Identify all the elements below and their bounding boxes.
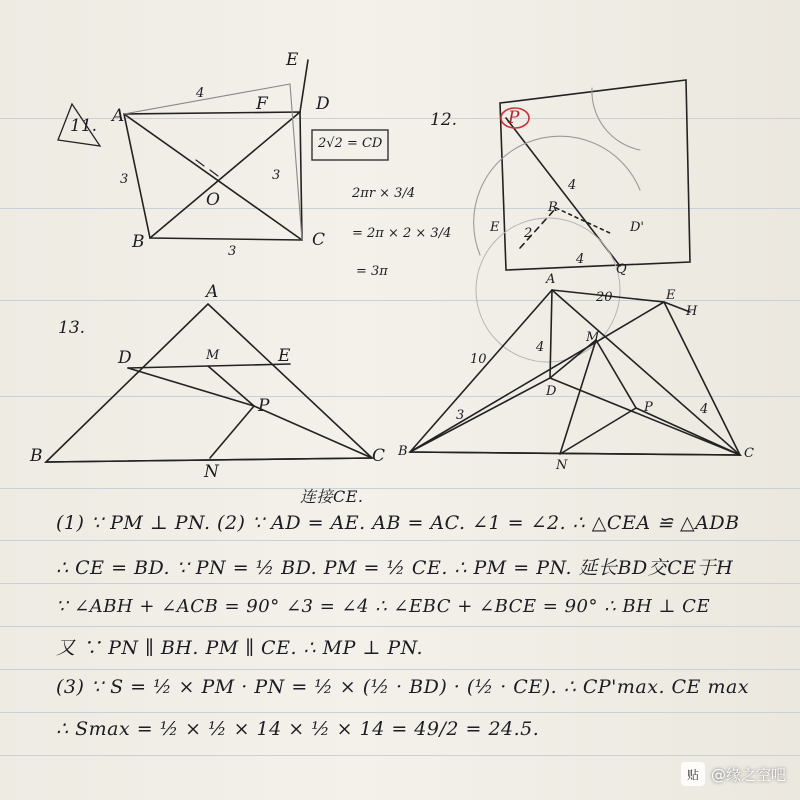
solution-line: (3) ∵ S = ½ × PM · PN = ½ × (½ · BD) · (½ · CE). ∴ CP'max. CE max	[56, 676, 750, 698]
problem13-number: 13.	[58, 318, 86, 338]
length-mark: 3	[120, 172, 129, 187]
length-mark: 4	[196, 86, 205, 101]
point-label: F	[256, 94, 268, 114]
problem12-number: 12.	[430, 110, 458, 130]
solution-line: (1) ∵ PM ⊥ PN. (2) ∵ AD = AE. AB = AC. ∠1 = ∠2. ∴ △CEA ≌ △ADB	[56, 512, 740, 534]
point-label: P	[644, 400, 653, 415]
length-mark: 3	[456, 408, 465, 423]
watermark-text: @缘之空吧	[710, 765, 786, 784]
problem13-left-figure	[46, 304, 372, 462]
point-label: C	[744, 446, 754, 461]
point-label: D'	[630, 220, 644, 235]
point-label: C	[372, 446, 386, 466]
tieba-icon: 贴	[681, 762, 705, 786]
length-mark: 4	[536, 340, 545, 355]
point-label: A	[206, 282, 219, 302]
point-label: D	[118, 348, 132, 368]
point-label: N	[556, 458, 568, 473]
calc-line: 2πr × 3/4	[352, 186, 416, 201]
length-mark: 4	[568, 178, 577, 193]
length-mark: 2	[524, 226, 533, 241]
point-label: D	[316, 94, 330, 114]
boxed-result: 2√2 = CD	[318, 136, 383, 151]
solution-line: 又 ∵ PN ∥ BH. PM ∥ CE. ∴ MP ⊥ PN.	[56, 637, 424, 659]
length-mark: 3	[272, 168, 281, 183]
point-label: A	[112, 106, 125, 126]
point-label: P	[258, 396, 270, 416]
problem11-number: 11.	[70, 116, 98, 136]
point-label: O	[206, 190, 220, 210]
length-mark: 4	[576, 252, 585, 267]
point-label: Q	[616, 262, 627, 277]
point-label: E	[666, 288, 676, 303]
calc-line: = 2π × 2 × 3/4	[352, 226, 452, 241]
point-label: P	[508, 108, 520, 128]
length-mark: 10	[470, 352, 487, 367]
solution-note: 连接CE.	[300, 487, 364, 506]
point-label: D	[546, 384, 557, 399]
point-label: B	[132, 232, 145, 252]
point-label: E	[490, 220, 500, 235]
point-label: N	[204, 462, 219, 482]
solution-line: ∴ Smax = ½ × ½ × 14 × ½ × 14 = 49/2 = 24.5.	[56, 718, 540, 740]
point-label: H	[686, 304, 698, 319]
calc-line: = 3π	[356, 264, 388, 279]
point-label: B	[398, 444, 408, 459]
problem12-figure	[474, 80, 690, 362]
point-label: A	[546, 272, 556, 287]
point-label: M	[586, 330, 600, 345]
point-label: B	[30, 446, 43, 466]
watermark	[681, 762, 786, 786]
point-label: E	[286, 50, 299, 70]
solution-line: ∴ CE = BD. ∵ PN = ½ BD. PM = ½ CE. ∴ PM = PN. 延长BD交CE于H	[56, 557, 734, 579]
length-mark: 3	[228, 244, 237, 259]
point-label: M	[206, 348, 220, 363]
length-mark: 20	[596, 290, 613, 305]
point-label: R	[548, 200, 558, 215]
point-label: C	[312, 230, 326, 250]
solution-line: ∵ ∠ABH + ∠ACB = 90° ∠3 = ∠4 ∴ ∠EBC + ∠BCE = 90° ∴ BH ⊥ CE	[56, 596, 711, 617]
point-label: E	[278, 346, 291, 366]
length-mark: 4	[700, 402, 709, 417]
